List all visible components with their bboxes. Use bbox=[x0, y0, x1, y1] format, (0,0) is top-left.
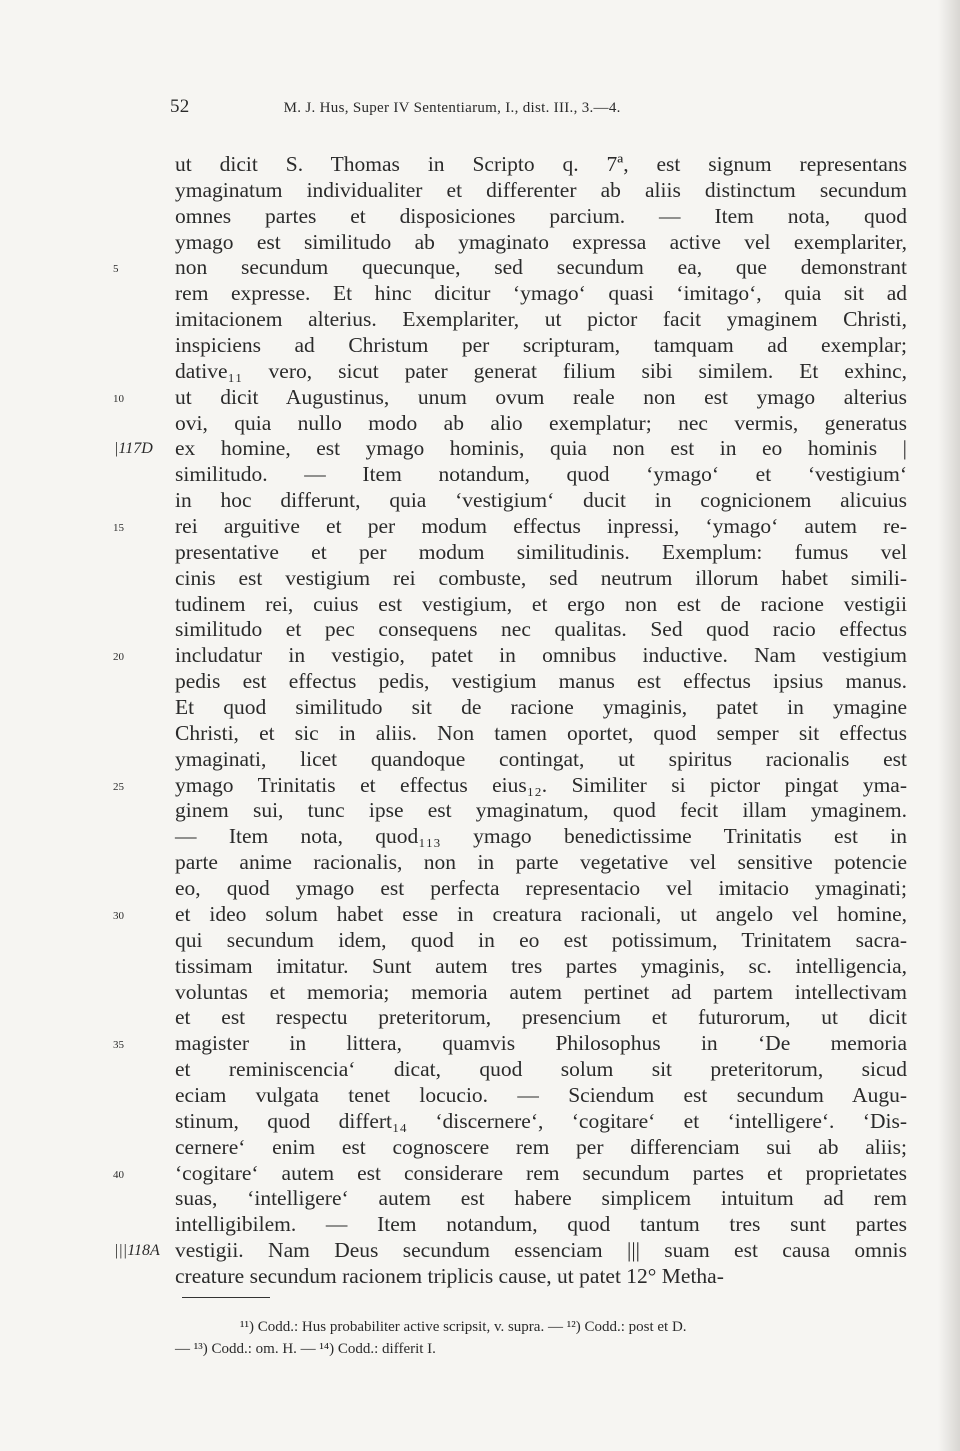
text-line bbox=[0, 980, 960, 1006]
line-text: similitudo. — Item notandum, quod ‘ymago‘ et ‘vestigium‘ bbox=[175, 462, 907, 487]
line-text: includatur in vestigio, patet in omnibus inductive. Nam vestigium bbox=[175, 643, 907, 668]
line-text: cinis est vestigium rei combuste, sed neutrum illorum habet simili- bbox=[175, 565, 907, 590]
text-line bbox=[0, 1057, 960, 1083]
line-text: parte anime racionalis, non in parte vegetative vel sensitive potencie bbox=[175, 850, 907, 875]
line-text: similitudo et pec consequens nec qualitas. Sed quod racio effectus bbox=[175, 617, 907, 642]
text-line bbox=[0, 798, 960, 824]
text-line bbox=[0, 1212, 960, 1238]
line-text: inspiciens ad Christum per scripturam, tamquam ad exemplar; bbox=[175, 333, 907, 358]
line-text: tissimam imitatur. Sunt autem tres partes ymaginis, sc. intelligencia, bbox=[175, 953, 907, 978]
text-line bbox=[0, 307, 960, 333]
line-text: in hoc differunt, quia ‘vestigium‘ ducit in cognicionem alicuius bbox=[175, 488, 907, 513]
text-line bbox=[0, 488, 960, 514]
text-line bbox=[0, 462, 960, 488]
line-text: stinum, quod differt₁₄ ‘discernere‘, ‘cogitare‘ et ‘intelligere‘. ‘Dis- bbox=[175, 1108, 907, 1133]
footnote-line-2: — ¹³) Codd.: om. H. — ¹⁴) Codd.: differit I. bbox=[175, 1341, 436, 1357]
text-line bbox=[0, 1031, 960, 1057]
text-line bbox=[0, 721, 960, 747]
text-line bbox=[0, 385, 960, 411]
line-text: rem expresse. Et hinc dicitur ‘ymago‘ quasi ‘imitago‘, quia sit ad bbox=[175, 281, 907, 306]
line-text: et est respectu preteritorum, presencium et futurorum, ut dicit bbox=[175, 1005, 907, 1030]
line-text: dative₁₁ vero, sicut pater generat filium sibi similem. Et exhinc, bbox=[175, 358, 907, 383]
folio-marker: |||118A bbox=[114, 1242, 160, 1260]
line-text: omnes partes et disposiciones parcium. — Item nota, quod bbox=[175, 203, 907, 228]
folio-marker: |117D bbox=[114, 440, 153, 458]
text-line bbox=[0, 902, 960, 928]
line-number: 20 bbox=[113, 651, 124, 664]
text-line bbox=[0, 152, 960, 178]
line-text: suas, ‘intelligere‘ autem est habere simplicem intuitum ad rem bbox=[175, 1186, 907, 1211]
line-text: ginem sui, tunc ipse est ymaginatum, quod fecit illam ymaginem. bbox=[175, 798, 907, 823]
line-text: ut dicit S. Thomas in Scripto q. 7ª, est signum representans bbox=[175, 152, 907, 176]
text-line bbox=[0, 255, 960, 281]
text-line bbox=[0, 876, 960, 902]
line-text: ut dicit Augustinus, unum ovum reale non est ymago alterius bbox=[175, 384, 907, 409]
line-text: ovi, quia nullo modo ab alio exemplatur; nec vermis, generatus bbox=[175, 410, 907, 435]
line-text: et ideo solum habet esse in creatura racionali, ut angelo vel homine, bbox=[175, 901, 907, 926]
text-line bbox=[0, 1083, 960, 1109]
line-text: rei arguitive et per modum effectus inpressi, ‘ymago‘ autem re- bbox=[175, 514, 907, 539]
text-line bbox=[0, 954, 960, 980]
text-line bbox=[0, 1005, 960, 1031]
line-text: ymago Trinitatis et effectus eius₁₂. Similiter si pictor pingat yma- bbox=[175, 772, 907, 797]
text-line bbox=[0, 1161, 960, 1187]
text-line bbox=[0, 747, 960, 773]
text-line bbox=[0, 514, 960, 540]
text-line bbox=[0, 773, 960, 799]
running-title: M. J. Hus, Super IV Sententiarum, I., dist. III., 3.—4. bbox=[283, 100, 621, 116]
line-text: creature secundum racionem triplicis cause, ut patet 12° Metha- bbox=[175, 1263, 724, 1288]
line-text: tudinem rei, cuius est vestigium, et ergo non est de racione vestigii bbox=[175, 591, 907, 616]
text-line bbox=[0, 669, 960, 695]
text-line bbox=[0, 540, 960, 566]
text-line bbox=[0, 411, 960, 437]
line-text: vestigii. Nam Deus secundum essenciam ||| suam est causa omnis bbox=[175, 1238, 907, 1263]
text-line bbox=[0, 617, 960, 643]
text-line bbox=[0, 281, 960, 307]
line-text: eciam vulgata tenet locucio. — Sciendum est secundum Augu- bbox=[175, 1082, 907, 1107]
line-text: ex homine, est ymago hominis, quia non est in eo hominis | bbox=[175, 436, 907, 461]
line-text: Christi, et sic in aliis. Non tamen oportet, quod semper sit effectus bbox=[175, 720, 907, 745]
text-line bbox=[0, 1135, 960, 1161]
line-text: cernere‘ enim est cognoscere rem per differenciam sui ab aliis; bbox=[175, 1134, 907, 1159]
line-text: — Item nota, quod₁₁₃ ymago benedictissime Trinitatis est in bbox=[175, 824, 907, 849]
text-line bbox=[0, 178, 960, 204]
text-line bbox=[0, 643, 960, 669]
page-number: 52 bbox=[170, 96, 190, 117]
text-line bbox=[0, 928, 960, 954]
line-number: 25 bbox=[113, 780, 124, 793]
footnote-rule bbox=[182, 1297, 270, 1298]
text-line bbox=[0, 436, 960, 462]
line-number: 5 bbox=[113, 263, 119, 276]
line-number: 10 bbox=[113, 392, 124, 405]
text-line bbox=[0, 695, 960, 721]
page-edge-shadow bbox=[938, 0, 960, 1451]
line-text: ‘cogitare‘ autem est considerare rem secundum partes et proprietates bbox=[175, 1160, 907, 1185]
text-line bbox=[0, 592, 960, 618]
line-text: magister in littera, quamvis Philosophus in ‘De memoria bbox=[175, 1031, 907, 1056]
line-number: 15 bbox=[113, 522, 124, 535]
text-line bbox=[0, 566, 960, 592]
text-line bbox=[0, 1264, 960, 1290]
line-text: voluntas et memoria; memoria autem pertinet ad partem intellectivam bbox=[175, 979, 907, 1004]
text-line bbox=[0, 1238, 960, 1264]
text-line bbox=[0, 824, 960, 850]
line-number: 30 bbox=[113, 909, 124, 922]
text-line bbox=[0, 1109, 960, 1135]
line-number: 40 bbox=[113, 1168, 124, 1181]
footnote-line-1: ¹¹) Codd.: Hus probabiliter active scripsit, v. supra. — ¹²) Codd.: post et D. bbox=[240, 1319, 687, 1335]
line-text: presentative et per modum similitudinis. Exemplum: fumus vel bbox=[175, 539, 907, 564]
line-text: qui secundum idem, quod in eo est potissimum, Trinitatem sacra- bbox=[175, 927, 907, 952]
line-number: 35 bbox=[113, 1039, 124, 1052]
line-text: non secundum quecunque, sed secundum ea, que demonstrant bbox=[175, 255, 907, 280]
line-text: et reminiscencia‘ dicat, quod solum sit preteritorum, sicud bbox=[175, 1057, 907, 1082]
text-line bbox=[0, 230, 960, 256]
main-text bbox=[0, 152, 960, 1290]
line-text: imitacionem alterius. Exemplariter, ut pictor facit ymaginem Christi, bbox=[175, 307, 907, 332]
line-text: intelligibilem. — Item notandum, quod tantum tres sunt partes bbox=[175, 1212, 907, 1237]
line-text: ymago est similitudo ab ymaginato expressa active vel exemplariter, bbox=[175, 229, 907, 254]
text-line bbox=[0, 333, 960, 359]
line-text: ymaginatum individualiter et differenter ab aliis distinctum secundum bbox=[175, 177, 907, 202]
text-line bbox=[0, 850, 960, 876]
line-text: ymaginati, licet quandoque contingat, ut spiritus racionalis est bbox=[175, 746, 907, 771]
line-text: Et quod similitudo sit de racione ymaginis, patet in ymagine bbox=[175, 695, 907, 720]
line-text: pedis est effectus pedis, vestigium manus est effectus ipsius manus. bbox=[175, 669, 907, 694]
text-line bbox=[0, 1186, 960, 1212]
text-line bbox=[0, 204, 960, 230]
text-line bbox=[0, 359, 960, 385]
page-header bbox=[170, 96, 890, 118]
line-text: eo, quod ymago est perfecta representacio vel imitacio ymaginati; bbox=[175, 876, 907, 901]
